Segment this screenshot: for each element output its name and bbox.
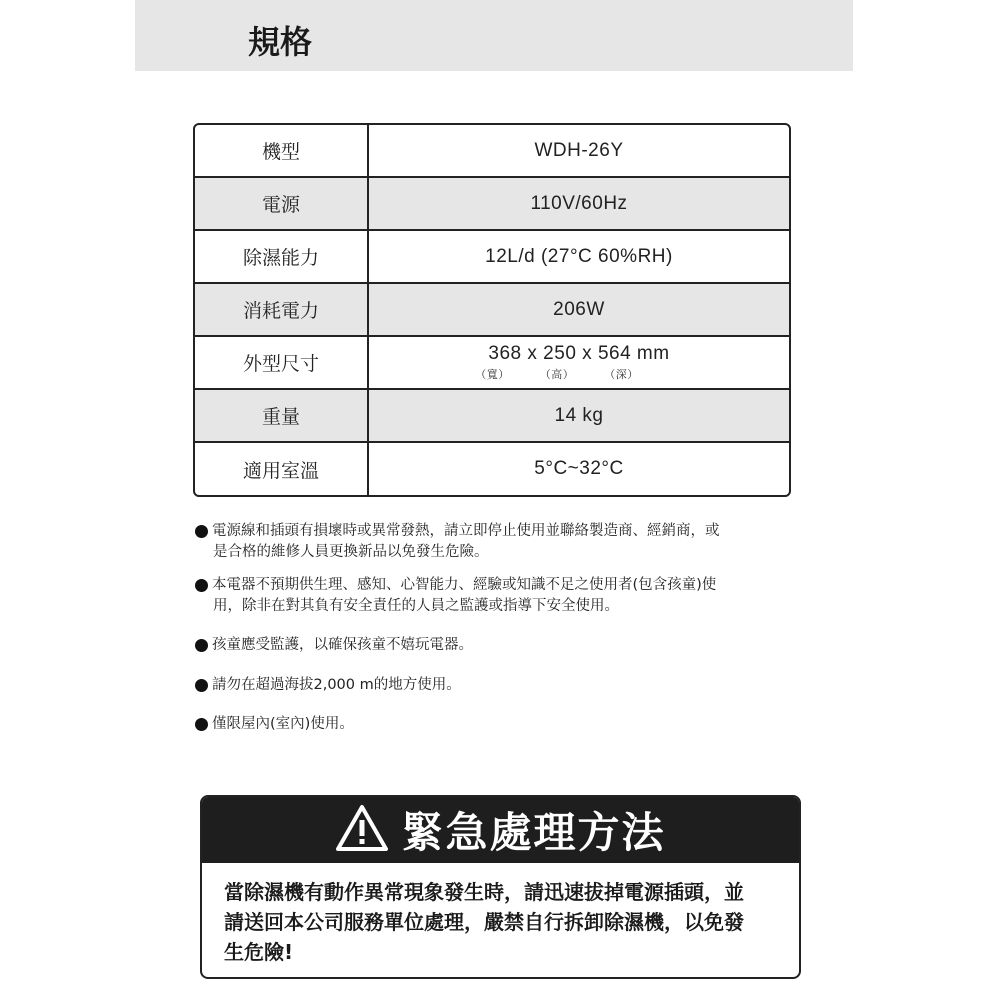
spec-row-power-source: [195, 178, 789, 231]
bullet-icon: [195, 579, 208, 592]
note-item: 本電器不預期供生理、感知、心智能力、經驗或知識不足之使用者(包含孩童)使 用，除非在對其負有安全責任的人員之監護或指導下安全使用。: [195, 575, 795, 617]
emergency-box: [200, 795, 801, 979]
spec-label: 適用室溫: [195, 443, 369, 495]
spec-value: 110V/60Hz: [530, 192, 628, 214]
spec-value: 5°C~32°C: [534, 458, 624, 479]
spec-value: [369, 337, 789, 388]
spec-row-dimensions: [195, 337, 789, 390]
spec-row-model: [195, 125, 789, 178]
spec-row-power-consumption: [195, 284, 789, 337]
dimension-notes: [475, 366, 639, 382]
dimension-note-width: （寬）: [475, 368, 510, 381]
spec-label: 消耗電力: [195, 284, 369, 335]
spec-label: 除濕能力: [195, 231, 369, 282]
emergency-header: [202, 797, 799, 863]
spec-value: WDH-26Y: [534, 139, 624, 161]
bullet-icon: [195, 718, 208, 731]
spec-row-dehumidifying-capacity: [195, 231, 789, 284]
spec-label: 機型: [195, 125, 369, 176]
spec-value: 12L/d (27°C 60%RH): [485, 245, 673, 267]
warning-triangle-icon: [335, 804, 389, 856]
note-item: 電源線和插頭有損壞時或異常發熱，請立即停止使用並聯絡製造商、經銷商，或 是合格的維修人員更換新品以免發生危險。: [195, 521, 795, 563]
spec-table: [193, 123, 791, 497]
dimensions-value: 368 x 250 x 564 mm: [488, 343, 670, 364]
page-title: 規格: [248, 23, 313, 61]
bullet-icon: [195, 679, 208, 692]
spec-label: 外型尺寸: [195, 337, 369, 388]
bullet-icon: [195, 639, 208, 652]
header-band: [135, 0, 853, 71]
spec-row-operating-temperature: [195, 443, 789, 495]
spec-value: 206W: [553, 298, 605, 320]
dimension-note-height: （高）: [539, 368, 575, 381]
note-item: 孩童應受監護，以確保孩童不嬉玩電器。: [195, 635, 795, 656]
note-item: 僅限屋內(室內)使用。: [195, 714, 795, 735]
note-item: 請勿在超過海拔2,000 m的地方使用。: [195, 675, 795, 696]
spec-row-weight: [195, 390, 789, 443]
emergency-instructions: 當除濕機有動作異常現象發生時，請迅速拔掉電源插頭，並 請送回本公司服務單位處理，嚴禁自行拆卸除濕機，以免發 生危險!: [224, 880, 744, 964]
spec-value: 14 kg: [554, 404, 604, 426]
emergency-title: 緊急處理方法: [401, 808, 666, 857]
spec-label: 重量: [195, 390, 369, 441]
spec-label: 電源: [195, 178, 369, 229]
bullet-icon: [195, 525, 208, 538]
dimension-note-depth: （深）: [604, 368, 639, 381]
